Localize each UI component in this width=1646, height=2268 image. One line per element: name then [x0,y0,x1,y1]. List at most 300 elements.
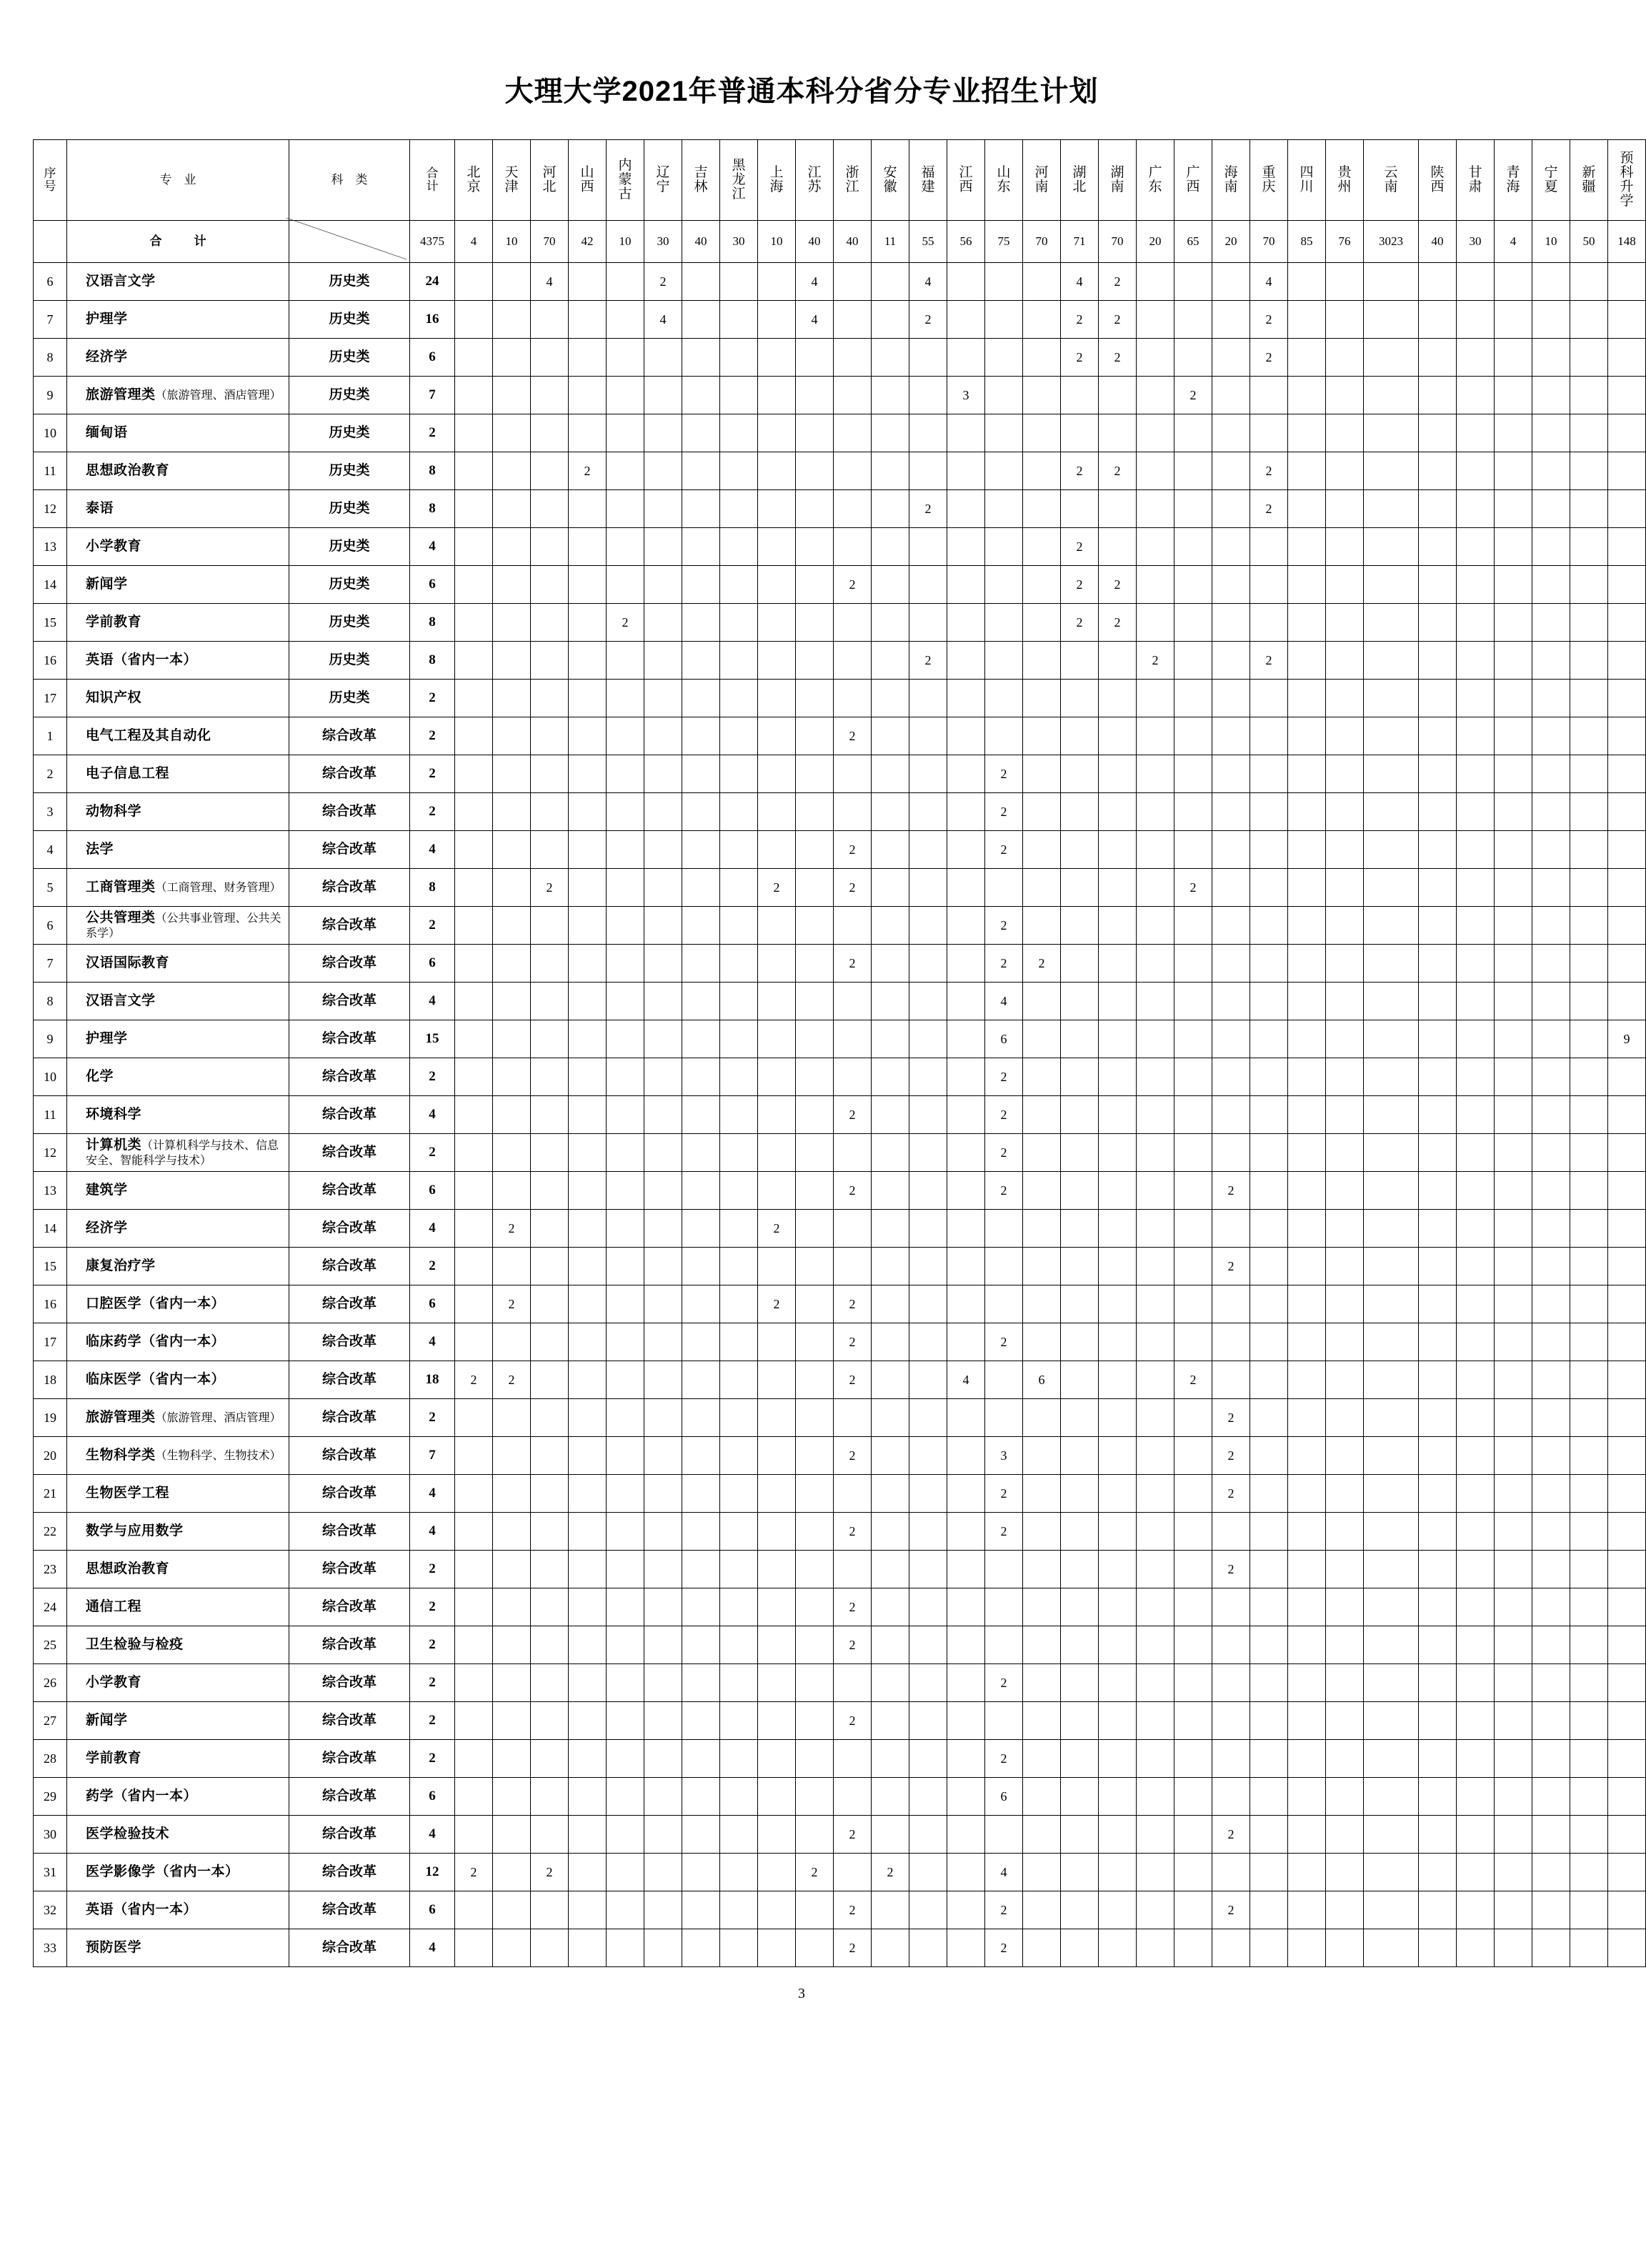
row-cell-province-20 [1212,1210,1250,1248]
row-cell-province-10: 2 [834,1929,872,1967]
row-cell-province-14 [985,566,1023,604]
row-cell-province-27 [1495,1437,1532,1475]
row-cell-province-6 [682,1854,720,1891]
row-cell-province-13 [947,1134,985,1172]
row-cell-province-6 [682,869,720,907]
row-major-name [67,793,289,831]
row-cell-province-24 [1364,1058,1419,1096]
row-cell-province-2: 4 [531,263,569,301]
row-cell-province-18 [1137,1778,1174,1816]
row-cell-province-10 [834,1664,872,1702]
row-cell-province-19 [1174,1134,1212,1172]
row-cell-province-27 [1495,414,1532,452]
row-cell-province-11 [872,1513,909,1551]
row-cell-province-8 [758,1702,796,1740]
row-cell-province-23 [1326,717,1364,755]
row-cell-province-12 [909,1096,947,1134]
row-cell-province-5 [644,1513,682,1551]
row-cell-province-29 [1570,1475,1608,1513]
row-cell-province-4 [607,1664,644,1702]
row-cell-province-10: 2 [834,717,872,755]
header-province-17: 湖南 [1099,140,1137,221]
row-cell-province-25 [1419,907,1457,945]
row-cell-province-13 [947,1702,985,1740]
row-cell-province-12 [909,1854,947,1891]
row-cell-province-7 [720,528,758,566]
table-row [34,831,1646,869]
table-row [34,1134,1646,1172]
row-major-name [67,1702,289,1740]
row-cell-province-28 [1532,1172,1570,1210]
row-cell-province-22 [1288,1058,1326,1096]
row-cell-province-28 [1532,1399,1570,1437]
row-cell-province-17 [1099,1513,1137,1551]
row-cell-province-9 [796,1816,834,1854]
row-cell-province-6 [682,604,720,642]
row-cell-province-13 [947,1475,985,1513]
header-province-26: 甘肃 [1457,140,1495,221]
row-cell-province-5 [644,1551,682,1588]
row-cell-province-27 [1495,907,1532,945]
row-cell-province-13 [947,528,985,566]
row-cell-province-3 [569,490,607,528]
row-cell-province-21 [1250,1891,1288,1929]
row-cell-province-3 [569,755,607,793]
row-major-sub: （旅游管理、酒店管理） [155,389,281,402]
row-cell-province-2 [531,1361,569,1399]
row-cell-province-5 [644,1248,682,1285]
row-cell-province-19 [1174,717,1212,755]
row-cell-province-12 [909,1285,947,1323]
table-row [34,1891,1646,1929]
row-cell-province-22 [1288,1588,1326,1626]
row-cell-province-4 [607,1285,644,1323]
row-cell-province-2 [531,1399,569,1437]
row-cell-province-6 [682,945,720,983]
row-major-main: 卫生检验与检疫 [86,1637,184,1653]
row-category: 历史类 [289,528,410,566]
row-cell-province-28 [1532,1854,1570,1891]
row-cell-province-10: 2 [834,1437,872,1475]
row-cell-province-6 [682,414,720,452]
row-total: 8 [410,642,455,680]
row-cell-province-17 [1099,717,1137,755]
row-cell-province-7 [720,1778,758,1816]
row-cell-province-30 [1608,1664,1646,1702]
row-major-main: 建筑学 [86,1183,128,1198]
row-cell-province-22 [1288,1134,1326,1172]
row-cell-province-10: 2 [834,1626,872,1664]
row-cell-province-21 [1250,1702,1288,1740]
row-cell-province-9 [796,1740,834,1778]
row-cell-province-22 [1288,1664,1326,1702]
row-cell-province-20 [1212,339,1250,377]
row-cell-province-28 [1532,1361,1570,1399]
row-cell-province-24 [1364,1437,1419,1475]
row-cell-province-16: 4 [1061,263,1099,301]
row-cell-province-2 [531,452,569,490]
row-cell-province-5 [644,1702,682,1740]
table-row [34,1816,1646,1854]
row-cell-province-12 [909,528,947,566]
row-cell-province-10 [834,755,872,793]
row-cell-province-4 [607,642,644,680]
row-cell-province-4 [607,301,644,339]
row-cell-province-18 [1137,1854,1174,1891]
row-cell-province-2 [531,1058,569,1096]
row-total: 2 [410,414,455,452]
row-cell-province-12 [909,907,947,945]
row-cell-province-1 [493,680,531,717]
row-cell-province-24 [1364,452,1419,490]
row-category: 历史类 [289,452,410,490]
row-cell-province-10 [834,983,872,1020]
row-cell-province-25 [1419,1172,1457,1210]
row-cell-province-29 [1570,1626,1608,1664]
row-cell-province-0 [455,528,493,566]
row-cell-province-27 [1495,1513,1532,1551]
row-cell-province-20 [1212,414,1250,452]
row-cell-province-11 [872,983,909,1020]
totals-value-30: 148 [1608,221,1646,263]
row-cell-province-3 [569,1020,607,1058]
row-cell-province-25 [1419,1816,1457,1854]
row-category: 综合改革 [289,793,410,831]
row-cell-province-29 [1570,1020,1608,1058]
row-cell-province-20 [1212,566,1250,604]
row-cell-province-24 [1364,1854,1419,1891]
row-cell-province-30 [1608,528,1646,566]
row-cell-province-30 [1608,1361,1646,1399]
row-cell-province-22 [1288,1437,1326,1475]
row-cell-province-15 [1023,566,1061,604]
row-major-name [67,1740,289,1778]
row-category: 历史类 [289,339,410,377]
row-cell-province-12 [909,1323,947,1361]
row-major-main: 学前教育 [86,1751,142,1766]
row-cell-province-30 [1608,1399,1646,1437]
totals-value-25: 40 [1419,221,1457,263]
row-cell-province-1 [493,377,531,414]
row-cell-province-7 [720,1172,758,1210]
row-cell-province-18 [1137,717,1174,755]
row-cell-province-16 [1061,907,1099,945]
row-cell-province-6 [682,1285,720,1323]
row-cell-province-28 [1532,1513,1570,1551]
row-cell-province-3 [569,377,607,414]
row-major-name [67,1399,289,1437]
row-total: 6 [410,1778,455,1816]
row-cell-province-7 [720,604,758,642]
row-major-main: 汉语言文学 [86,993,156,1009]
row-major-name [67,945,289,983]
row-cell-province-28 [1532,755,1570,793]
row-cell-province-17 [1099,793,1137,831]
row-cell-province-7 [720,1929,758,1967]
row-seq: 8 [34,983,67,1020]
row-category: 综合改革 [289,1929,410,1967]
row-cell-province-3 [569,1437,607,1475]
row-cell-province-8 [758,831,796,869]
row-cell-province-4 [607,1891,644,1929]
row-cell-province-10 [834,414,872,452]
row-cell-province-12 [909,1248,947,1285]
row-total: 2 [410,1399,455,1437]
row-cell-province-0 [455,377,493,414]
row-total: 2 [410,1664,455,1702]
table-row [34,755,1646,793]
row-cell-province-9: 4 [796,263,834,301]
row-cell-province-21 [1250,1513,1288,1551]
row-total: 4 [410,1475,455,1513]
row-cell-province-0 [455,755,493,793]
row-cell-province-25 [1419,1891,1457,1929]
row-major-main: 生物医学工程 [86,1486,170,1501]
row-cell-province-29 [1570,1399,1608,1437]
row-cell-province-14: 2 [985,945,1023,983]
row-cell-province-1 [493,983,531,1020]
row-cell-province-28 [1532,1551,1570,1588]
row-cell-province-29 [1570,1134,1608,1172]
row-cell-province-29 [1570,1361,1608,1399]
row-cell-province-14 [985,1702,1023,1740]
row-cell-province-29 [1570,983,1608,1020]
totals-label: 合 计 [67,221,289,263]
row-cell-province-24 [1364,1588,1419,1626]
row-cell-province-29 [1570,793,1608,831]
row-cell-province-11 [872,1096,909,1134]
row-cell-province-7 [720,1551,758,1588]
row-cell-province-19 [1174,831,1212,869]
row-cell-province-11 [872,1437,909,1475]
row-cell-province-22 [1288,339,1326,377]
table-row [34,1248,1646,1285]
row-cell-province-23 [1326,604,1364,642]
row-cell-province-16 [1061,983,1099,1020]
row-cell-province-20 [1212,1285,1250,1323]
row-total: 6 [410,566,455,604]
row-cell-province-14: 6 [985,1778,1023,1816]
row-cell-province-16 [1061,1626,1099,1664]
row-cell-province-7 [720,1854,758,1891]
row-cell-province-2 [531,1816,569,1854]
row-cell-province-3: 2 [569,452,607,490]
row-cell-province-25 [1419,566,1457,604]
row-seq: 1 [34,717,67,755]
row-major-main: 计算机类 [86,1137,142,1153]
row-cell-province-16: 2 [1061,452,1099,490]
row-cell-province-24 [1364,1020,1419,1058]
row-cell-province-2 [531,1096,569,1134]
row-category: 历史类 [289,680,410,717]
row-cell-province-28 [1532,263,1570,301]
row-cell-province-16 [1061,1134,1099,1172]
row-cell-province-22 [1288,528,1326,566]
row-cell-province-27 [1495,1664,1532,1702]
row-total: 7 [410,377,455,414]
row-cell-province-9 [796,1323,834,1361]
row-cell-province-21 [1250,1172,1288,1210]
row-cell-province-3 [569,907,607,945]
row-cell-province-21 [1250,869,1288,907]
row-cell-province-5 [644,680,682,717]
row-seq: 16 [34,642,67,680]
row-cell-province-20 [1212,1778,1250,1816]
row-cell-province-10: 2 [834,1588,872,1626]
row-cell-province-3 [569,339,607,377]
row-cell-province-11 [872,452,909,490]
row-cell-province-5 [644,414,682,452]
row-cell-province-0 [455,452,493,490]
row-cell-province-15 [1023,1551,1061,1588]
row-category: 综合改革 [289,1778,410,1816]
row-cell-province-7 [720,983,758,1020]
row-category: 历史类 [289,566,410,604]
row-cell-province-0 [455,1702,493,1740]
row-major-main: 化学 [86,1069,114,1085]
row-cell-province-29 [1570,1702,1608,1740]
row-cell-province-16 [1061,831,1099,869]
row-cell-province-22 [1288,907,1326,945]
row-cell-province-21 [1250,1929,1288,1967]
row-cell-province-11 [872,680,909,717]
row-cell-province-13 [947,983,985,1020]
row-seq: 30 [34,1816,67,1854]
row-cell-province-6 [682,1361,720,1399]
row-cell-province-12 [909,1437,947,1475]
row-cell-province-10 [834,263,872,301]
row-cell-province-21 [1250,604,1288,642]
row-major-sub: （生物科学、生物技术） [155,1450,281,1463]
row-cell-province-18 [1137,1210,1174,1248]
row-cell-province-0 [455,1740,493,1778]
row-cell-province-19 [1174,1740,1212,1778]
row-cell-province-12 [909,1058,947,1096]
row-cell-province-20 [1212,1626,1250,1664]
row-cell-province-27 [1495,1285,1532,1323]
row-cell-province-10: 2 [834,1513,872,1551]
row-cell-province-8 [758,1854,796,1891]
row-cell-province-7 [720,793,758,831]
row-cell-province-6 [682,755,720,793]
row-seq: 31 [34,1854,67,1891]
row-category: 综合改革 [289,945,410,983]
row-cell-province-9 [796,528,834,566]
row-cell-province-22 [1288,604,1326,642]
row-cell-province-27 [1495,1020,1532,1058]
row-cell-province-14 [985,1399,1023,1437]
totals-value-16: 71 [1061,221,1099,263]
row-cell-province-3 [569,831,607,869]
row-cell-province-3 [569,1210,607,1248]
row-major-name [67,377,289,414]
table-row [34,1929,1646,1967]
row-total: 4 [410,1096,455,1134]
row-cell-province-26 [1457,528,1495,566]
totals-value-6: 40 [682,221,720,263]
row-cell-province-6 [682,1323,720,1361]
row-cell-province-18 [1137,793,1174,831]
row-total: 2 [410,1702,455,1740]
row-cell-province-8 [758,1399,796,1437]
row-cell-province-5: 2 [644,263,682,301]
row-cell-province-26 [1457,1399,1495,1437]
row-cell-province-26 [1457,1891,1495,1929]
row-cell-province-9 [796,945,834,983]
row-cell-province-1 [493,490,531,528]
row-category: 综合改革 [289,1020,410,1058]
row-cell-province-21: 2 [1250,642,1288,680]
row-cell-province-25 [1419,1588,1457,1626]
row-total: 8 [410,869,455,907]
row-cell-province-24 [1364,1475,1419,1513]
row-cell-province-18 [1137,263,1174,301]
row-cell-province-12 [909,1361,947,1399]
row-cell-province-14 [985,717,1023,755]
row-cell-province-11 [872,1248,909,1285]
row-cell-province-21 [1250,414,1288,452]
row-cell-province-12 [909,1664,947,1702]
row-cell-province-6 [682,1096,720,1134]
row-cell-province-19 [1174,1248,1212,1285]
row-cell-province-12 [909,377,947,414]
row-cell-province-19 [1174,1172,1212,1210]
row-cell-province-12 [909,1172,947,1210]
row-cell-province-1 [493,1588,531,1626]
row-cell-province-1 [493,1323,531,1361]
row-cell-province-16 [1061,1323,1099,1361]
row-cell-province-19 [1174,945,1212,983]
row-major-main: 护理学 [86,312,128,327]
row-cell-province-21 [1250,1020,1288,1058]
row-cell-province-17 [1099,1096,1137,1134]
row-cell-province-29 [1570,263,1608,301]
row-cell-province-26 [1457,1854,1495,1891]
row-cell-province-5 [644,1210,682,1248]
row-cell-province-25 [1419,755,1457,793]
row-cell-province-14: 2 [985,1058,1023,1096]
row-major-name [67,1854,289,1891]
row-cell-province-22 [1288,1816,1326,1854]
row-cell-province-4 [607,414,644,452]
row-cell-province-4 [607,1210,644,1248]
row-cell-province-17 [1099,1740,1137,1778]
row-cell-province-8: 2 [758,1210,796,1248]
row-cell-province-22 [1288,1513,1326,1551]
row-cell-province-15 [1023,680,1061,717]
row-cell-province-28 [1532,945,1570,983]
row-cell-province-26 [1457,1475,1495,1513]
row-cell-province-10 [834,377,872,414]
row-cell-province-9 [796,831,834,869]
row-cell-province-8 [758,717,796,755]
row-cell-province-21 [1250,1210,1288,1248]
row-cell-province-23 [1326,1551,1364,1588]
row-cell-province-18 [1137,1475,1174,1513]
row-major-name [67,263,289,301]
row-cell-province-15 [1023,1778,1061,1816]
row-cell-province-22 [1288,945,1326,983]
row-cell-province-5 [644,1285,682,1323]
row-cell-province-29 [1570,1248,1608,1285]
row-cell-province-27 [1495,1588,1532,1626]
row-cell-province-19 [1174,1778,1212,1816]
row-cell-province-11 [872,717,909,755]
row-cell-province-25 [1419,377,1457,414]
row-cell-province-3 [569,1664,607,1702]
row-major-main: 环境科学 [86,1107,142,1123]
row-cell-province-12 [909,1626,947,1664]
